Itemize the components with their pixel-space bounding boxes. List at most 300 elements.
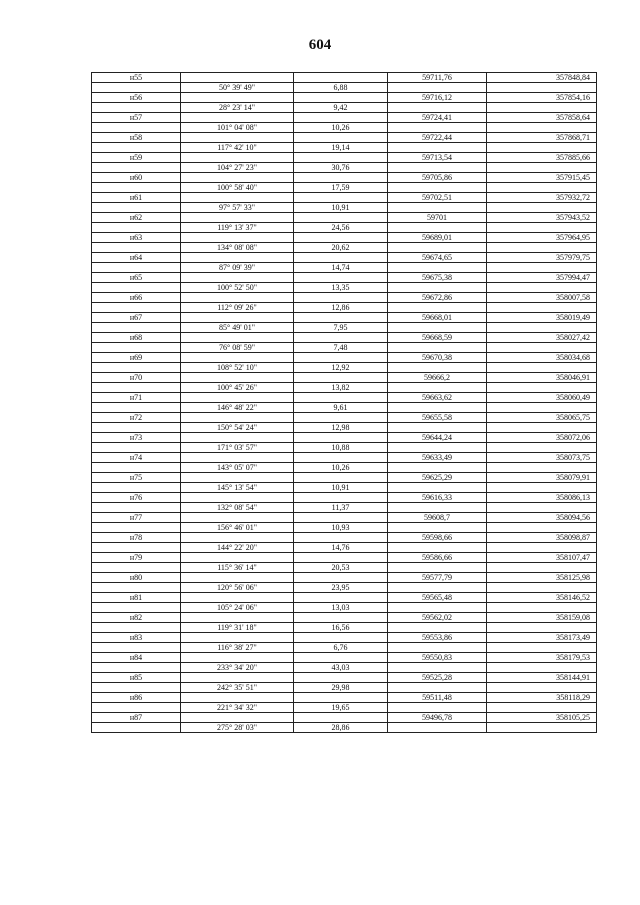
empty-cell [92,663,181,673]
point-name-cell: н64 [92,253,181,263]
direction-angle-cell: 50° 39' 49" [181,83,294,93]
segment-row [92,203,597,213]
segment-row [92,563,597,573]
empty-cell [181,453,294,463]
y-coordinate-cell: 357994,47 [487,273,597,283]
y-coordinate-cell: 358007,58 [487,293,597,303]
point-row [92,273,597,283]
distance-cell: 20,53 [294,563,388,573]
distance-cell: 10,26 [294,463,388,473]
empty-cell [92,383,181,393]
y-coordinate-cell: 358173,49 [487,633,597,643]
empty-cell [181,353,294,363]
point-name-cell: н76 [92,493,181,503]
segment-row [92,423,597,433]
x-coordinate-cell: 59705,86 [388,173,487,183]
distance-cell: 30,76 [294,163,388,173]
direction-angle-cell: 171° 03' 57" [181,443,294,453]
empty-cell [487,203,597,213]
empty-cell [181,113,294,123]
empty-cell [92,203,181,213]
point-name-cell: н87 [92,713,181,723]
segment-row [92,323,597,333]
empty-cell [294,573,388,583]
empty-cell [388,643,487,653]
empty-cell [181,73,294,83]
empty-cell [294,413,388,423]
y-coordinate-cell: 358098,87 [487,533,597,543]
empty-cell [92,303,181,313]
point-name-cell: н84 [92,653,181,663]
segment-row [92,263,597,273]
x-coordinate-cell: 59633,49 [388,453,487,463]
empty-cell [294,173,388,183]
empty-cell [294,553,388,563]
empty-cell [487,563,597,573]
point-name-cell: н74 [92,453,181,463]
empty-cell [181,133,294,143]
empty-cell [487,483,597,493]
point-name-cell: н82 [92,613,181,623]
empty-cell [487,443,597,453]
page-number: 604 [308,37,332,53]
segment-row [92,663,597,673]
distance-cell: 12,98 [294,423,388,433]
segment-row [92,503,597,513]
direction-angle-cell: 144° 22' 20" [181,543,294,553]
point-row [92,593,597,603]
x-coordinate-cell: 59674,65 [388,253,487,263]
point-name-cell: н73 [92,433,181,443]
x-coordinate-cell: 59668,01 [388,313,487,323]
y-coordinate-cell: 358086,13 [487,493,597,503]
direction-angle-cell: 87° 09' 39" [181,263,294,273]
empty-cell [294,153,388,163]
empty-cell [487,503,597,513]
point-row [92,173,597,183]
x-coordinate-cell: 59525,28 [388,673,487,683]
segment-row [92,723,597,733]
empty-cell [181,613,294,623]
empty-cell [388,423,487,433]
empty-cell [487,183,597,193]
empty-cell [92,643,181,653]
empty-cell [294,373,388,383]
segment-row [92,83,597,93]
y-coordinate-cell: 358125,98 [487,573,597,583]
empty-cell [487,523,597,533]
empty-cell [181,593,294,603]
empty-cell [181,93,294,103]
empty-cell [294,633,388,643]
point-name-cell: н75 [92,473,181,483]
distance-cell: 13,35 [294,283,388,293]
y-coordinate-cell: 357943,52 [487,213,597,223]
empty-cell [294,393,388,403]
point-name-cell: н67 [92,313,181,323]
empty-cell [388,183,487,193]
empty-cell [388,583,487,593]
empty-cell [181,673,294,683]
empty-cell [92,143,181,153]
empty-cell [388,623,487,633]
empty-cell [487,143,597,153]
empty-cell [92,243,181,253]
y-coordinate-cell: 358019,49 [487,313,597,323]
empty-cell [181,193,294,203]
point-name-cell: н86 [92,693,181,703]
empty-cell [388,263,487,273]
empty-cell [181,373,294,383]
segment-row [92,403,597,413]
empty-cell [294,73,388,83]
empty-cell [388,363,487,373]
direction-angle-cell: 221° 34' 32" [181,703,294,713]
empty-cell [294,93,388,103]
empty-cell [487,403,597,413]
point-name-cell: н58 [92,133,181,143]
empty-cell [487,423,597,433]
empty-cell [181,413,294,423]
empty-cell [181,573,294,583]
x-coordinate-cell: 59702,51 [388,193,487,203]
point-row [92,373,597,383]
x-coordinate-cell: 59586,66 [388,553,487,563]
empty-cell [181,713,294,723]
empty-cell [388,223,487,233]
empty-cell [181,653,294,663]
empty-cell [388,103,487,113]
empty-cell [487,83,597,93]
x-coordinate-cell: 59550,83 [388,653,487,663]
point-row [92,613,597,623]
empty-cell [388,383,487,393]
empty-cell [294,613,388,623]
empty-cell [388,483,487,493]
coordinates-table [91,72,597,733]
point-name-cell: н72 [92,413,181,423]
empty-cell [487,623,597,633]
empty-cell [294,313,388,323]
empty-cell [92,543,181,553]
empty-cell [92,563,181,573]
x-coordinate-cell: 59577,79 [388,573,487,583]
x-coordinate-cell: 59496,78 [388,713,487,723]
empty-cell [181,333,294,343]
x-coordinate-cell: 59711,76 [388,73,487,83]
empty-cell [388,683,487,693]
direction-angle-cell: 85° 49' 01" [181,323,294,333]
point-name-cell: н59 [92,153,181,163]
direction-angle-cell: 145° 13' 54" [181,483,294,493]
x-coordinate-cell: 59701 [388,213,487,223]
empty-cell [388,563,487,573]
empty-cell [92,103,181,113]
direction-angle-cell: 101° 04' 08" [181,123,294,133]
point-row [92,333,597,343]
empty-cell [388,403,487,413]
direction-angle-cell: 150° 54' 24" [181,423,294,433]
empty-cell [487,643,597,653]
empty-cell [181,393,294,403]
direction-angle-cell: 120° 56' 06" [181,583,294,593]
segment-row [92,183,597,193]
empty-cell [294,273,388,283]
point-name-cell: н77 [92,513,181,523]
point-row [92,213,597,223]
distance-cell: 19,14 [294,143,388,153]
y-coordinate-cell: 357885,66 [487,153,597,163]
empty-cell [92,423,181,433]
empty-cell [181,153,294,163]
empty-cell [92,283,181,293]
segment-row [92,283,597,293]
direction-angle-cell: 146° 48' 22" [181,403,294,413]
segment-row [92,703,597,713]
empty-cell [294,473,388,483]
y-coordinate-cell: 358118,29 [487,693,597,703]
point-name-cell: н55 [92,73,181,83]
distance-cell: 9,61 [294,403,388,413]
empty-cell [92,723,181,733]
x-coordinate-cell: 59565,48 [388,593,487,603]
empty-cell [294,193,388,203]
segment-row [92,363,597,373]
empty-cell [92,403,181,413]
empty-cell [92,623,181,633]
point-row [92,93,597,103]
empty-cell [487,303,597,313]
distance-cell: 14,74 [294,263,388,273]
empty-cell [487,683,597,693]
y-coordinate-cell: 357848,84 [487,73,597,83]
empty-cell [487,223,597,233]
point-row [92,513,597,523]
point-row [92,293,597,303]
distance-cell: 7,95 [294,323,388,333]
empty-cell [487,363,597,373]
empty-cell [487,723,597,733]
empty-cell [294,433,388,443]
x-coordinate-cell: 59672,86 [388,293,487,303]
distance-cell: 6,88 [294,83,388,93]
y-coordinate-cell: 357858,64 [487,113,597,123]
direction-angle-cell: 119° 31' 18" [181,623,294,633]
segment-row [92,343,597,353]
empty-cell [388,143,487,153]
empty-cell [92,343,181,353]
empty-cell [487,343,597,353]
empty-cell [181,293,294,303]
y-coordinate-cell: 358146,52 [487,593,597,603]
empty-cell [388,523,487,533]
x-coordinate-cell: 59625,29 [388,473,487,483]
empty-cell [388,543,487,553]
empty-cell [92,523,181,533]
distance-cell: 10,91 [294,203,388,213]
x-coordinate-cell: 59670,38 [388,353,487,363]
y-coordinate-cell: 358079,91 [487,473,597,483]
y-coordinate-cell: 358144,91 [487,673,597,683]
distance-cell: 11,37 [294,503,388,513]
y-coordinate-cell: 358027,42 [487,333,597,343]
empty-cell [92,263,181,273]
point-name-cell: н78 [92,533,181,543]
point-name-cell: н85 [92,673,181,683]
empty-cell [487,543,597,553]
empty-cell [388,163,487,173]
empty-cell [92,83,181,93]
empty-cell [92,363,181,373]
empty-cell [487,163,597,173]
empty-cell [181,513,294,523]
segment-row [92,303,597,313]
empty-cell [388,83,487,93]
point-row [92,693,597,703]
empty-cell [92,223,181,233]
x-coordinate-cell: 59608,7 [388,513,487,523]
segment-row [92,463,597,473]
empty-cell [92,163,181,173]
point-row [92,673,597,683]
empty-cell [294,133,388,143]
empty-cell [388,243,487,253]
direction-angle-cell: 115° 36' 14" [181,563,294,573]
point-row [92,533,597,543]
point-row [92,133,597,143]
empty-cell [487,603,597,613]
distance-cell: 9,42 [294,103,388,113]
direction-angle-cell: 233° 34' 20" [181,663,294,673]
segment-row [92,123,597,133]
direction-angle-cell: 117° 42' 10" [181,143,294,153]
point-row [92,553,597,563]
point-name-cell: н56 [92,93,181,103]
segment-row [92,643,597,653]
y-coordinate-cell: 357854,16 [487,93,597,103]
distance-cell: 10,91 [294,483,388,493]
distance-cell: 13,82 [294,383,388,393]
empty-cell [92,583,181,593]
empty-cell [487,263,597,273]
empty-cell [294,253,388,263]
distance-cell: 28,86 [294,723,388,733]
distance-cell: 10,88 [294,443,388,453]
distance-cell: 43,03 [294,663,388,673]
x-coordinate-cell: 59722,44 [388,133,487,143]
empty-cell [181,493,294,503]
direction-angle-cell: 112° 09' 26" [181,303,294,313]
point-name-cell: н61 [92,193,181,203]
empty-cell [294,493,388,503]
empty-cell [388,703,487,713]
direction-angle-cell: 242° 35' 51" [181,683,294,693]
y-coordinate-cell: 358046,91 [487,373,597,383]
point-row [92,153,597,163]
segment-row [92,103,597,113]
empty-cell [92,463,181,473]
empty-cell [294,513,388,523]
y-coordinate-cell: 358094,56 [487,513,597,523]
x-coordinate-cell: 59553,86 [388,633,487,643]
empty-cell [487,663,597,673]
y-coordinate-cell: 357932,72 [487,193,597,203]
direction-angle-cell: 275° 28' 03" [181,723,294,733]
distance-cell: 14,76 [294,543,388,553]
point-name-cell: н79 [92,553,181,563]
y-coordinate-cell: 358159,08 [487,613,597,623]
point-name-cell: н60 [92,173,181,183]
point-row [92,713,597,723]
empty-cell [181,313,294,323]
point-name-cell: н65 [92,273,181,283]
empty-cell [388,663,487,673]
distance-cell: 17,59 [294,183,388,193]
empty-cell [92,123,181,133]
empty-cell [181,253,294,263]
empty-cell [388,303,487,313]
empty-cell [181,533,294,543]
y-coordinate-cell: 358060,49 [487,393,597,403]
x-coordinate-cell: 59716,12 [388,93,487,103]
x-coordinate-cell: 59511,48 [388,693,487,703]
point-row [92,233,597,243]
empty-cell [181,693,294,703]
point-name-cell: н57 [92,113,181,123]
y-coordinate-cell: 358179,53 [487,653,597,663]
empty-cell [388,503,487,513]
x-coordinate-cell: 59724,41 [388,113,487,123]
empty-cell [487,103,597,113]
empty-cell [294,693,388,703]
empty-cell [294,453,388,463]
empty-cell [181,553,294,563]
empty-cell [294,333,388,343]
segment-row [92,163,597,173]
point-name-cell: н66 [92,293,181,303]
segment-row [92,483,597,493]
distance-cell: 6,76 [294,643,388,653]
segment-row [92,583,597,593]
empty-cell [487,463,597,473]
point-row [92,193,597,203]
empty-cell [181,213,294,223]
point-row [92,393,597,403]
empty-cell [388,343,487,353]
point-row [92,113,597,123]
segment-row [92,383,597,393]
direction-angle-cell: 134° 08' 08" [181,243,294,253]
direction-angle-cell: 100° 58' 40" [181,183,294,193]
empty-cell [388,603,487,613]
distance-cell: 10,93 [294,523,388,533]
x-coordinate-cell: 59644,24 [388,433,487,443]
empty-cell [294,533,388,543]
empty-cell [294,233,388,243]
segment-row [92,623,597,633]
point-row [92,313,597,323]
direction-angle-cell: 100° 45' 26" [181,383,294,393]
direction-angle-cell: 156° 46' 01" [181,523,294,533]
empty-cell [487,323,597,333]
empty-cell [294,353,388,363]
distance-cell: 12,86 [294,303,388,313]
empty-cell [181,273,294,283]
y-coordinate-cell: 358065,75 [487,413,597,423]
direction-angle-cell: 104° 27' 23" [181,163,294,173]
x-coordinate-cell: 59598,66 [388,533,487,543]
point-row [92,653,597,663]
